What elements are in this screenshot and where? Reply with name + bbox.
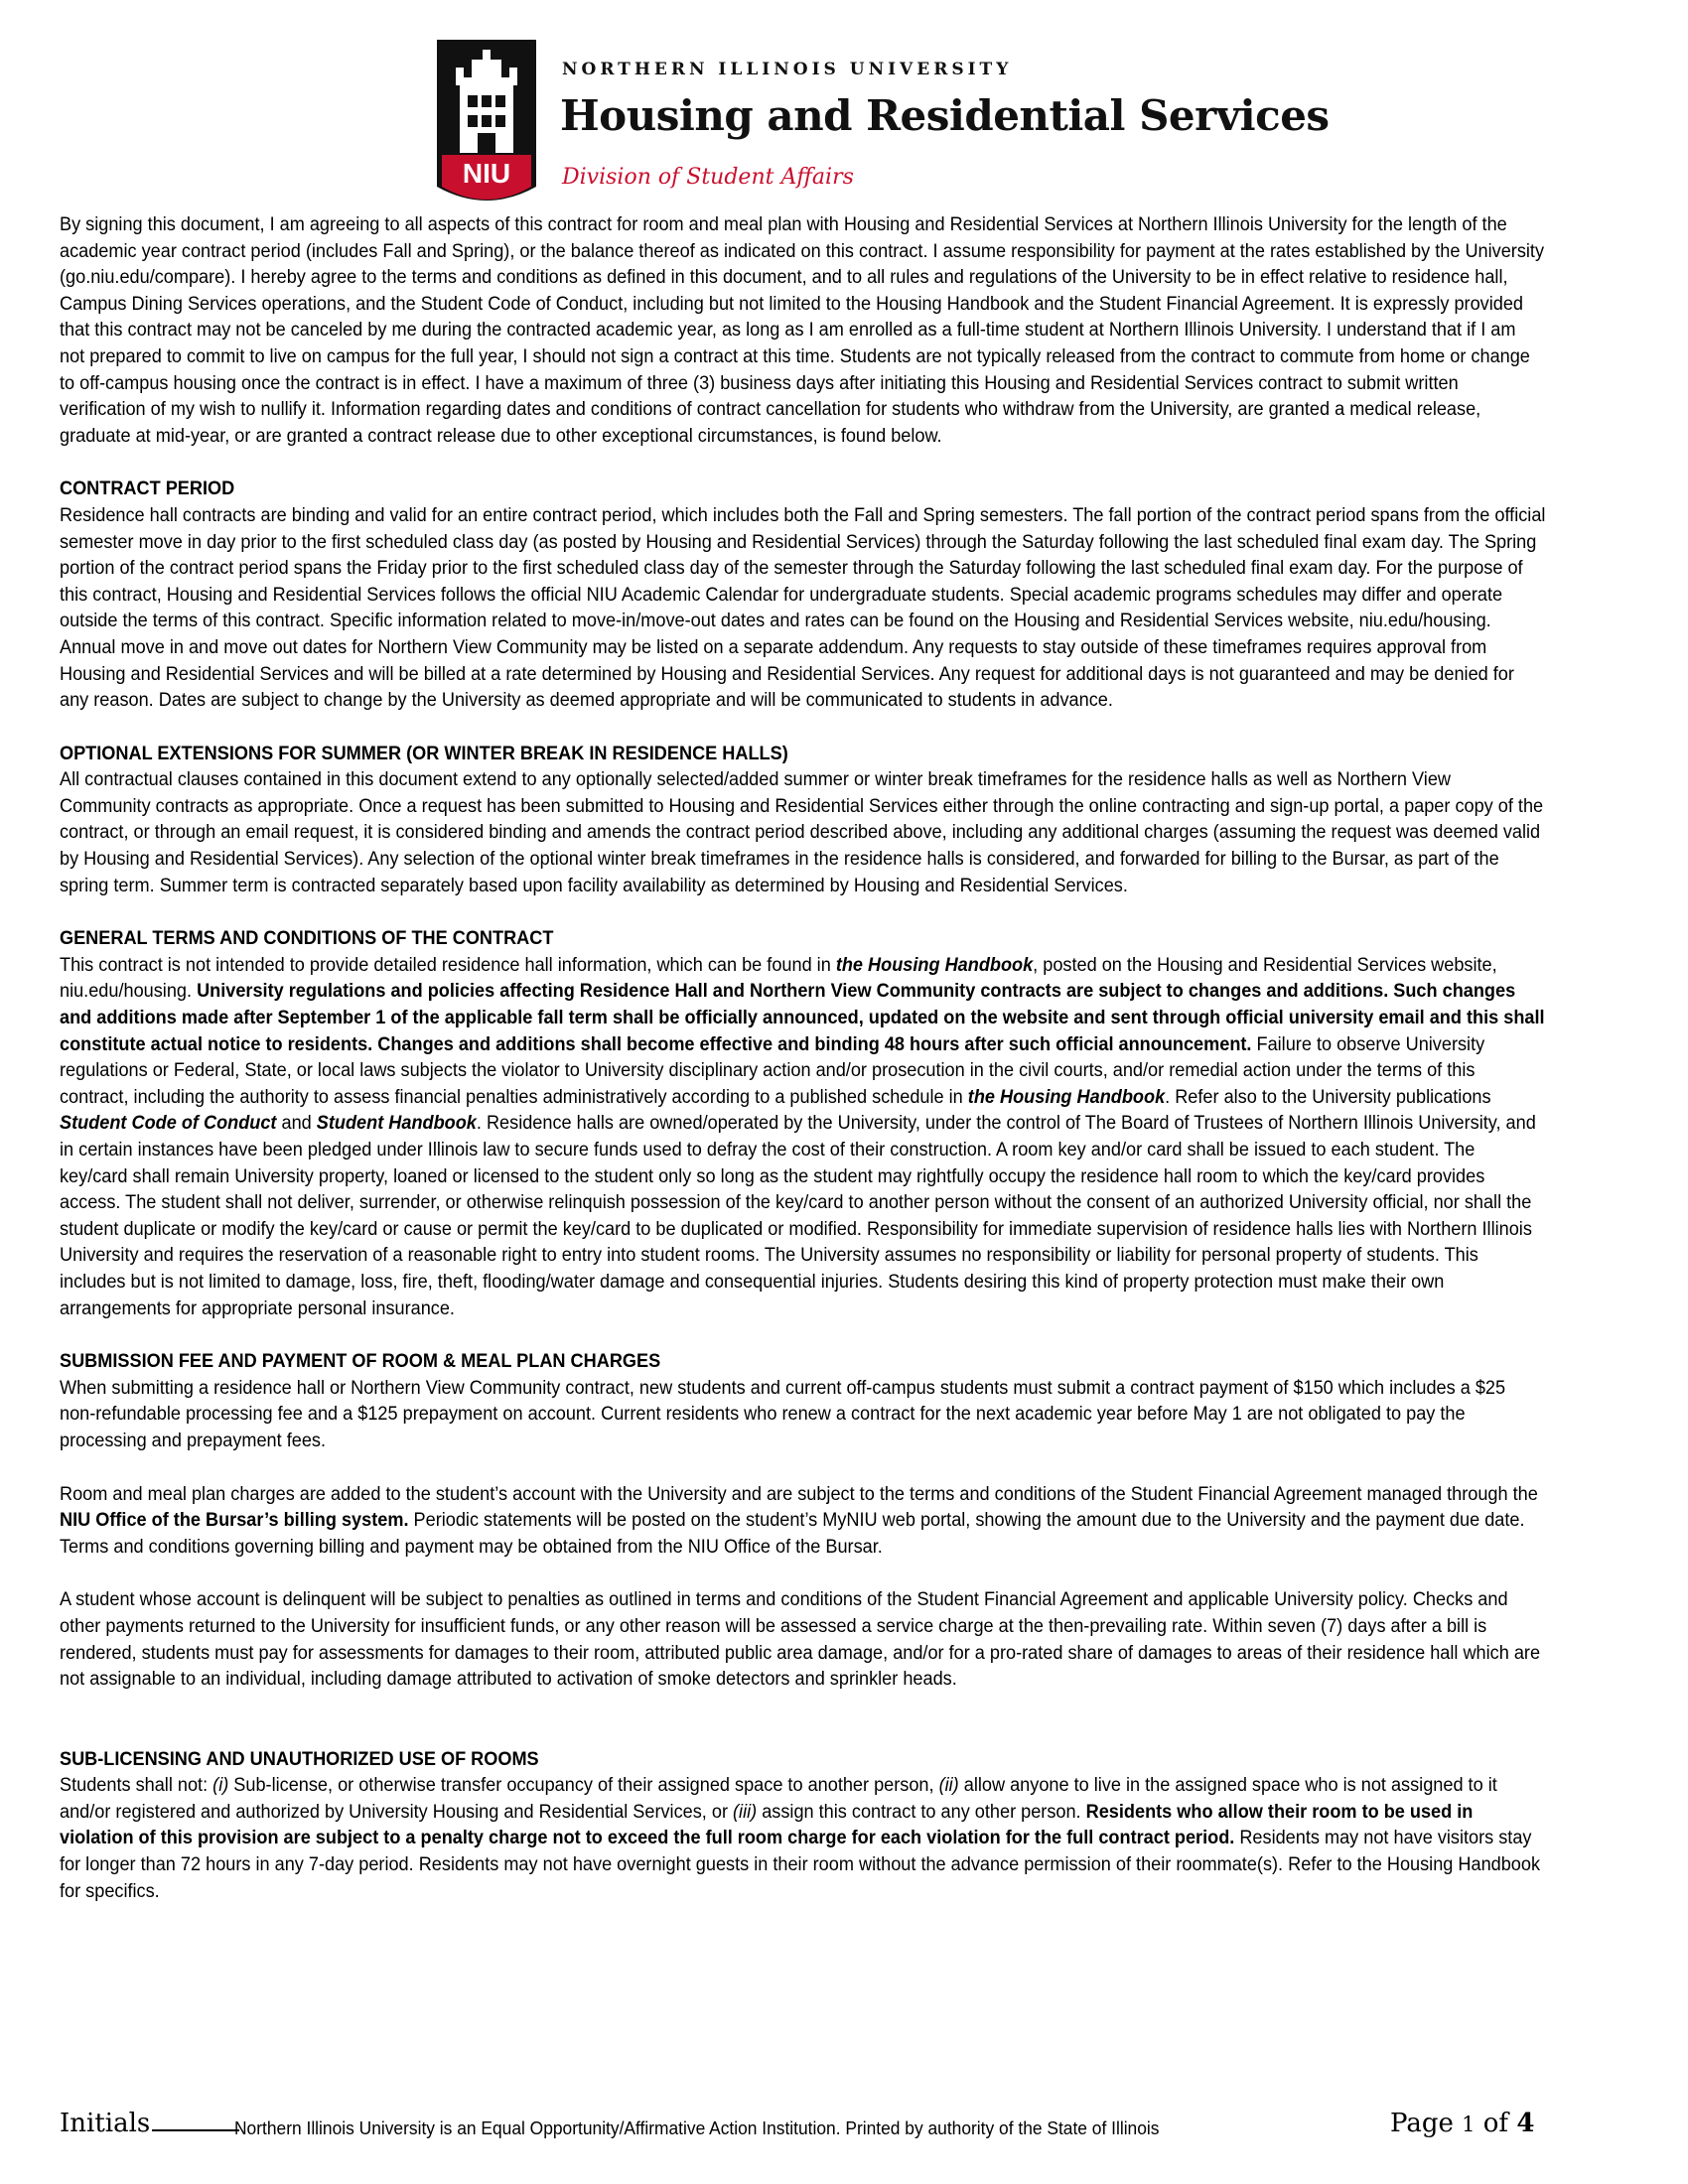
niu-tower-logo	[432, 38, 541, 214]
submission-fee-paragraph-3: A student whose account is delinquent will be subject to penalties as outlined in terms and conditions of the Student Financial Agreement and applicable University policy. Checks and other payments returned to the University for insufficient funds, or any other reason will be assessed a service charge at the then-prevailing rate. Within seven (7) days after a bill is rendered, students must pay for assessments for damages to their room, attributed public area damage, and/or for a pro-rated share of damages to areas of their residence hall which are not assignable to an individual, including damage attributed to activation of smoke detectors and sprinkler heads.	[60, 1589, 1541, 1691]
contract-period-paragraph: Residence hall contracts are binding and valid for an entire contract period, which includes both the Fall and Spring semesters. The fall portion of the contract period spans from the official semester move in day prior to the first scheduled class day (as posted by Housing and Residential Services) through the Saturday following the last scheduled final exam day. The Spring portion of the contract period spans the Friday prior to the first scheduled class day of the semester through the Saturday following the last scheduled final exam day. For the purpose of this contract, Housing and Residential Services follows the official NIU Academic Calendar for undergraduate students. Special academic programs schedules may differ and operate outside the terms of this contract. Specific information related to move-in/move-out dates and rates can be found on the Housing and Residential Services website, niu.edu/housing. Annual move in and move out dates for Northern View Community may be listed on a separate addendum. Any requests to stay outside of these timeframes requires approval from Housing and Residential Services and will be billed at a rate determined by Housing and Residential Services. Any request for additional days is not guaranteed and may be denied for any reason. Dates are subject to change by the University as deemed appropriate and will be communicated to students in advance.	[60, 504, 1546, 712]
page-subtitle: Division of Student Affairs	[562, 165, 854, 190]
submission-fee-paragraph-2: Room and meal plan charges are added to the student’s account with the University and are subject to the terms and conditions of the Student Financial Agreement managed through the NIU Office of the Bursar’s billing system. Periodic statements will be posted on the student’s MyNIU web portal, showing the amount due to the University and the payment due date. Terms and conditions governing billing and payment may be obtained from the NIU Office of the Bursar.	[60, 1483, 1538, 1558]
penalty-notice: Residents who allow their room to be used in violation of this provision are subject to a penalty charge not to exceed the full room charge for each violation for the full contract period.	[60, 1801, 1474, 1849]
section-heading-contract-period: CONTRACT PERIOD	[60, 478, 235, 500]
initials-label: Initials	[60, 2109, 151, 2138]
general-terms-paragraph: This contract is not intended to provide detailed residence hall information, which can be found in the Housing Handbook, posted on the Housing and Residential Services website, niu.edu/housing. University regulations and policies affecting Residence Hall and Northern View Community contracts are subject to changes and additions. Such changes and additions made after September 1 of the applicable fall term shall be officially announced, updated on the website and sent through official university email and this shall constitute actual notice to residents. Changes and additions shall become effective and binding 48 hours after such official announcement. Failure to observe University regulations or Federal, State, or local laws subjects the violator to University disciplinary action and/or prosecution in the civil courts, and/or remedial action under the terms of this contract, including the authority to assess financial penalties administratively according to a published schedule in the Housing Handbook. Refer also to the University publications Student Code of Conduct and Student Handbook. Residence halls are owned/operated by the University, under the control of The Board of Trustees of Northern Illinois University, and in certain instances have been pledged under Illinois law to secure funds used to defray the cost of their construction. A room key and/or card shall be issued to each student. The key/card shall remain University property, loaned or licensed to the student only so long as the student may rightfully occupy the residence hall room to which the key/card provides access. The student shall not deliver, surrender, or otherwise relinquish possession of the key/card to another person without the consent of an authorized University official, nor shall the student duplicate or modify the key/card or cause or permit the key/card to be duplicated or modified. Responsibility for immediate supervision of residence halls lies with Northern Illinois University and requires the reservation of a reasonable right to entry into student rooms. The University assumes no responsibility or liability for personal property of students. This includes but is not limited to damage, loss, fire, theft, flooding/water damage and consequential injuries. Students desiring this kind of property protection must make their own arrangements for appropriate personal insurance.	[60, 954, 1545, 1319]
section-heading-sublicensing: SUB-LICENSING AND UNAUTHORIZED USE OF ROOMS	[60, 1748, 539, 1770]
section-heading-general-terms: GENERAL TERMS AND CONDITIONS OF THE CONTRACT	[60, 928, 554, 950]
section-heading-submission-fee: SUBMISSION FEE AND PAYMENT OF ROOM & MEAL PLAN CHARGES	[60, 1351, 661, 1373]
contract-body	[60, 212, 1545, 1905]
initials-line[interactable]	[152, 2110, 239, 2131]
student-handbook-ref: Student Handbook	[316, 1113, 477, 1135]
housing-handbook-ref-2: the Housing Handbook	[967, 1086, 1166, 1108]
housing-handbook-ref: the Housing Handbook	[835, 954, 1034, 976]
org-name: NORTHERN ILLINOIS UNIVERSITY	[562, 60, 1013, 79]
logo-text: NIU	[462, 158, 511, 189]
initials-field[interactable]	[60, 2109, 239, 2138]
regulations-notice: University regulations and policies affecting Residence Hall and Northern View Community contracts are subject to changes and additions. Such changes and additions made after September 1 of the applicable fall term shall be officially announced, updated on the website and sent through official university email and this shall constitute actual notice to residents. Changes and additions shall become effective and binding 48 hours after such official announcement.	[60, 981, 1545, 1055]
page-footer	[60, 2109, 1648, 2148]
page-title: Housing and Residential Services	[560, 91, 1330, 140]
bursar-billing-system: NIU Office of the Bursar’s billing system.	[60, 1510, 409, 1532]
page-number: Page 1 of 4	[1390, 2109, 1535, 2138]
submission-fee-paragraph-1: When submitting a residence hall or Northern View Community contract, new students and current off-campus students must submit a contract payment of $150 which includes a $25 non-refundable processing fee and a $125 prepayment on account. Current residents who renew a contract for the next academic year before May 1 are not obligated to pay the processing and prepayment fees.	[60, 1377, 1506, 1451]
section-heading-optional-extensions: OPTIONAL EXTENSIONS FOR SUMMER (OR WINTER BREAK IN RESIDENCE HALLS)	[60, 743, 788, 764]
optional-extensions-paragraph: All contractual clauses contained in this document extend to any optionally selected/added summer or winter break timeframes for the residence halls as well as Northern View Community contracts as appropriate. Once a request has been submitted to Housing and Residential Services either through the online contracting and sign-up portal, a paper copy of the contract, or through an email request, it is considered binding and amends the contract period described above, including any additional charges (assuming the request was deemed valid by Housing and Residential Services). Any selection of the optional winter break timeframes in the residence halls is considered, and forwarded for billing to the Bursar, as part of the spring term. Summer term is contracted separately based upon facility availability as determined by Housing and Residential Services.	[60, 769, 1544, 896]
sublicensing-paragraph: Students shall not: (i) Sub-license, or otherwise transfer occupancy of their assigned space to another person, (ii) allow anyone to live in the assigned space who is not assigned to it and/or registered and authorized by University Housing and Residential Services, or (iii) assign this contract to any other person. Residents who allow their room to be used in violation of this provision are subject to a penalty charge not to exceed the full room charge for each violation for the full contract period. Residents may not have visitors stay for longer than 72 hours in any 7-day period. Residents may not have overnight guests in their room without the advance permission of their roommate(s). Refer to the Housing Handbook for specifics.	[60, 1775, 1541, 1902]
code-of-conduct-ref: Student Code of Conduct	[60, 1113, 277, 1135]
equal-opportunity-note: Northern Illinois University is an Equal Opportunity/Affirmative Action Institution. Printed by authority of the State of Illinois	[234, 2117, 1160, 2138]
intro-paragraph: By signing this document, I am agreeing to all aspects of this contract for room and meal plan with Housing and Residential Services at Northern Illinois University for the length of the academic year contract period (includes Fall and Spring), or the balance thereof as indicated on this contract. I assume responsibility for payment at the rates established by the University (go.niu.edu/compare). I hereby agree to the terms and conditions as defined in this document, and to all rules and regulations of the University to be in effect relative to residence hall, Campus Dining Services operations, and the Student Code of Conduct, including but not limited to the Housing Handbook and the Student Financial Agreement. It is expressly provided that this contract may not be canceled by me during the contracted academic year, as long as I am enrolled as a full-time student at Northern Illinois University. I understand that if I am not prepared to commit to live on campus for the full year, I should not sign a contract at this time. Students are not typically released from the contract to commute from home or change to off-campus housing once the contract is in effect. I have a maximum of three (3) business days after initiating this Housing and Residential Services contract to submit written verification of my wish to nullify it. Information regarding dates and conditions of contract cancellation for students who withdraw from the University, are granted a medical release, graduate at mid-year, or are granted a contract release due to other exceptional circumstances, is found below.	[60, 214, 1545, 447]
